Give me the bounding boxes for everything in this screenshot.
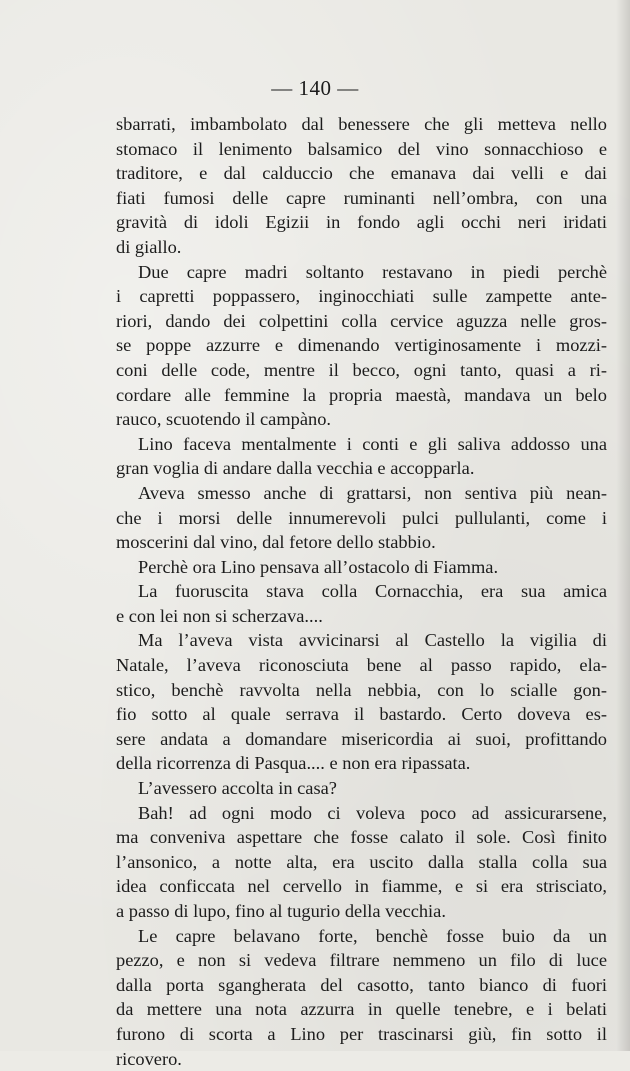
text-line: Bah! ad ogni modo ci voleva poco ad assicurarsene, [138,802,607,823]
text-line: pezzo, e non si vedeva filtrare nemmeno un filo di luce [116,950,607,971]
paragraph [116,112,607,260]
text-line: gravità di idoli Egizii in fondo agli occhi neri iridati [116,212,607,233]
paragraph [116,579,607,628]
text-line: a passo di lupo, fino al tugurio della vecchia. [116,901,446,921]
text-line: gran voglia di andare dalla vecchia e accopparla. [116,458,475,479]
text-line: di giallo. [116,236,182,257]
page-edge-shadow [616,0,630,1051]
text-line: i capretti poppassero, inginocchiati sulle zampette ante- [116,286,607,307]
paragraph [116,555,607,580]
text-line: sere andata a domandare misericordia ai suoi, profittando [116,728,607,749]
text-line: riori, dando dei colpettini colla cervice aguzza nelle gros- [116,310,607,331]
text-line: stico, benchè ravvolta nella nebbia, con lo scialle gon- [116,679,607,700]
text-line: L’avessero accolta in casa? [138,778,337,799]
page-number: — 140 — [271,76,359,100]
text-line: se poppe azzurre e dimenando vertiginosamente i mozzi- [116,335,607,356]
paragraph [116,260,607,432]
text-line: cordare alle femmine la propria maestà, mandava un belo [116,384,607,405]
text-line: della ricorrenza di Pasqua.... e non era ripassata. [116,753,471,774]
text-line: da mettere una nota azzurra in quelle tenebre, e i belati [116,999,607,1020]
text-line: Lino faceva mentalmente i conti e gli saliva addosso una [138,433,607,454]
text-line: e con lei non si scherzava.... [116,605,323,626]
text-line: La fuoruscita stava colla Cornacchia, era sua amica [138,581,607,602]
text-line: Aveva smesso anche di grattarsi, non sentiva più nean- [138,482,607,503]
text-line: moscerini dal vino, dal fetore dello stabbio. [116,532,436,553]
text-line: l’ansonico, a notte alta, era uscito dalla stalla colla sua [116,851,607,872]
text-line: Natale, l’aveva riconosciuta bene al passo rapido, ela- [116,655,607,676]
text-line: traditore, e dal calduccio che emanava dai velli e dai [116,163,607,184]
paragraph [116,628,607,776]
text-line: ricovero. [116,1048,182,1069]
paragraph [116,481,607,555]
text-line: coni delle code, mentre il becco, ogni tanto, quasi a ri- [116,359,607,380]
paragraph [116,432,607,481]
text-line: ma conveniva aspettare che fosse calato il sole. Così finito [116,827,607,848]
text-line: fiati fumosi delle capre ruminanti nell’ombra, con una [116,187,607,208]
text-line: rauco, scuotendo il campàno. [116,409,331,430]
text-line: Le capre belavano forte, benchè fosse buio da un [138,925,607,946]
text-line: sbarrati, imbambolato dal benessere che gli metteva nello [116,114,607,134]
body-text [116,112,607,1071]
text-line: che i morsi delle innumerevoli pulci pullulanti, come i [116,507,607,528]
text-line: furono di scorta a Lino per trascinarsi giù, fin sotto il [116,1023,607,1044]
paragraph [116,776,607,801]
paragraph [116,924,607,1071]
text-line: fio sotto al quale serrava il bastardo. Certo doveva es- [116,704,607,725]
text-line: Due capre madri soltanto restavano in piedi perchè [138,261,607,282]
text-line: dalla porta sgangherata del casotto, tanto bianco di fuori [116,974,607,995]
paragraph [116,801,607,924]
text-line: stomaco il lenimento balsamico del vino sonnacchioso e [116,138,607,159]
text-line: Perchè ora Lino pensava all’ostacolo di Fiamma. [138,556,499,577]
text-line: idea conficcata nel cervello in fiamme, e si era strisciato, [116,876,607,897]
text-line: Ma l’aveva vista avvicinarsi al Castello la vigilia di [138,630,607,651]
